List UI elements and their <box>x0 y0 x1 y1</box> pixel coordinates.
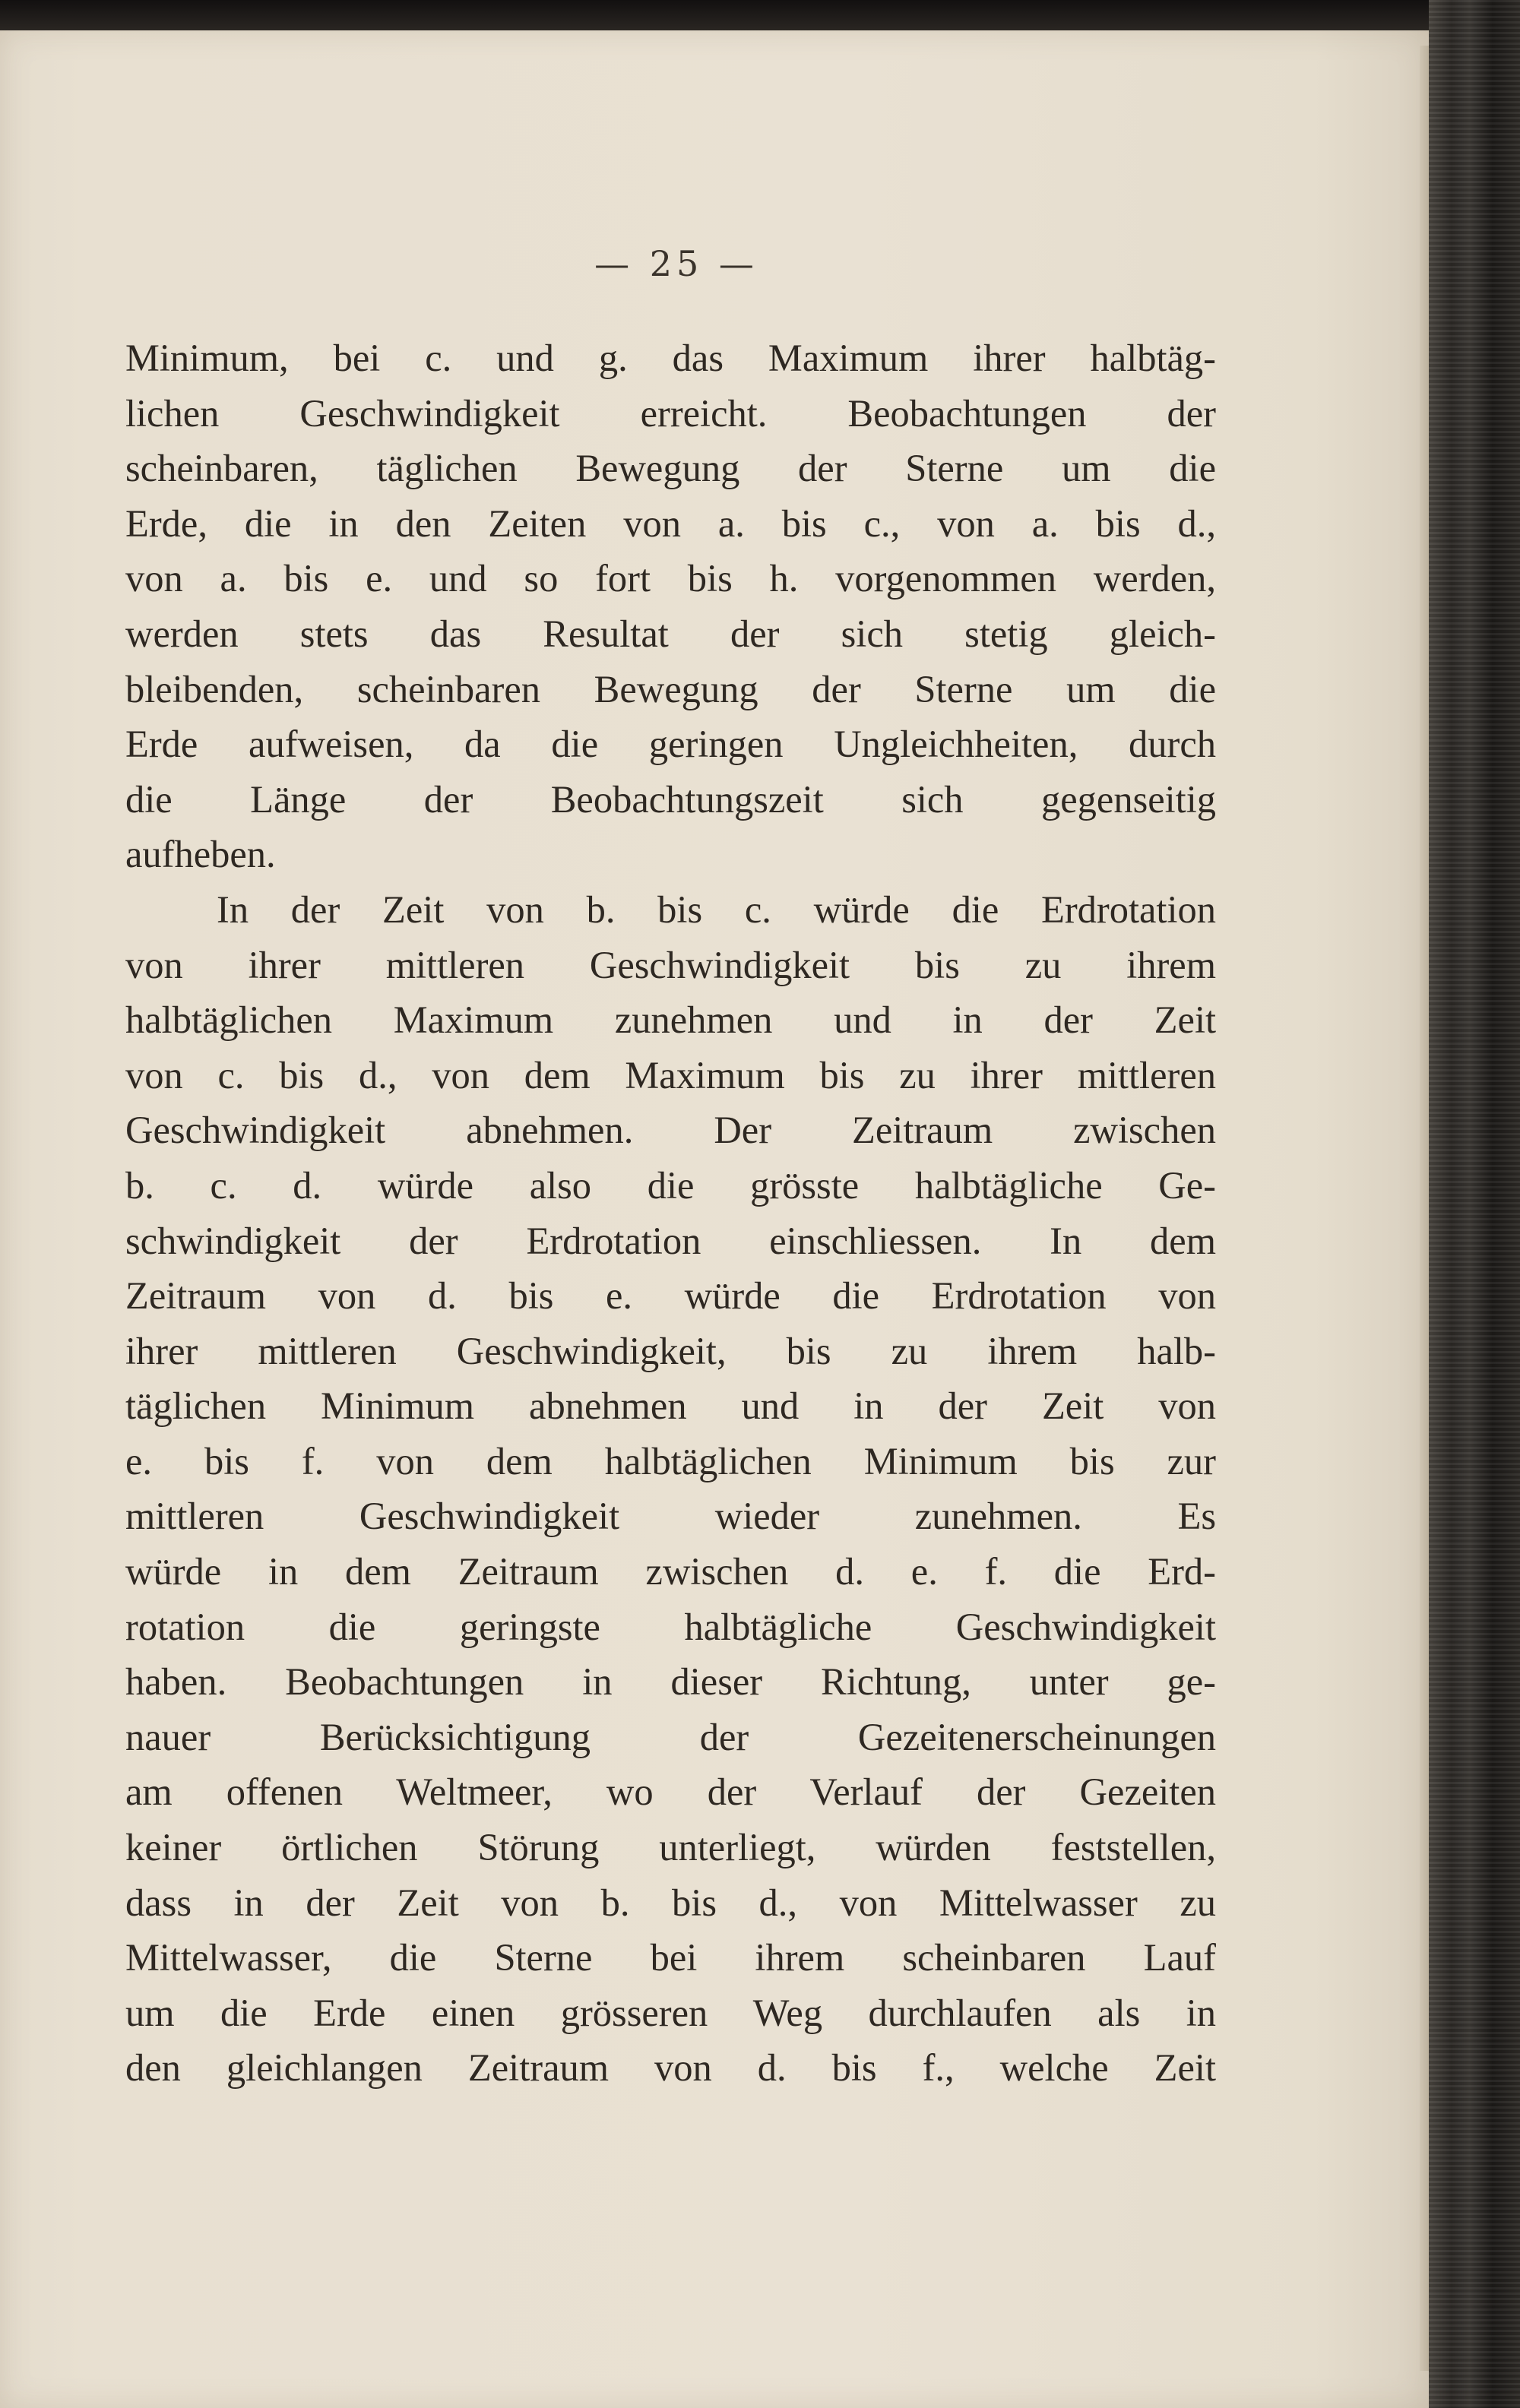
text-line: am offenen Weltmeer, wo der Verlauf der Gezeiten <box>125 1770 1216 1814</box>
text-line: würde in dem Zeitraum zwischen d. e. f. die Erd- <box>125 1550 1216 1593</box>
text-line: keiner örtlichen Störung unterliegt, würden feststellen, <box>125 1826 1216 1869</box>
text-line: Geschwindigkeit abnehmen. Der Zeitraum zwischen <box>125 1109 1216 1152</box>
text-line: haben. Beobachtungen in dieser Richtung, unter ge- <box>125 1660 1216 1704</box>
text-line: aufheben. <box>125 833 276 876</box>
text-line: Erde, die in den Zeiten von a. bis c., von a. bis d., <box>125 502 1216 545</box>
text-line: Minimum, bei c. und g. das Maximum ihrer halbtäg- <box>125 337 1216 379</box>
text-line: dass in der Zeit von b. bis d., von Mittelwasser zu <box>125 1881 1216 1924</box>
text-line: den gleichlangen Zeitraum von d. bis f., welche Zeit <box>125 2046 1216 2090</box>
text-line: mittleren Geschwindigkeit wieder zunehmen. Es <box>125 1495 1216 1538</box>
scan-top-edge <box>0 0 1429 30</box>
text-line: ihrer mittleren Geschwindigkeit, bis zu ihrem halb- <box>125 1329 1216 1372</box>
text-line: täglichen Minimum abnehmen und in der Zeit von <box>125 1384 1216 1428</box>
page-number: — 25 — <box>594 243 758 284</box>
text-line: scheinbaren, täglichen Bewegung der Sterne um die <box>125 447 1216 490</box>
book-spine <box>1429 0 1520 2408</box>
text-line: von a. bis e. und so fort bis h. vorgenommen werden, <box>125 557 1216 600</box>
text-line: b. c. d. würde also die grösste halbtägliche Ge- <box>125 1163 1216 1207</box>
text-line: von ihrer mittleren Geschwindigkeit bis zu ihrem <box>125 943 1216 986</box>
paper-page <box>0 30 1429 2408</box>
text-line: um die Erde einen grösseren Weg durchlaufen als in <box>125 1991 1216 2034</box>
text-line: halbtäglichen Maximum zunehmen und in der Zeit <box>125 998 1216 1042</box>
text-line: werden stets das Resultat der sich stetig gleich- <box>125 612 1216 655</box>
text-line: In der Zeit von b. bis c. würde die Erdrotation <box>217 888 1216 931</box>
text-line: bleibenden, scheinbaren Bewegung der Sterne um die <box>125 667 1216 710</box>
text-line: Erde aufweisen, da die geringen Ungleichheiten, durch <box>125 723 1216 766</box>
text-line: Zeitraum von d. bis e. würde die Erdrotation von <box>125 1274 1216 1318</box>
text-line: von c. bis d., von dem Maximum bis zu ihrer mittleren <box>125 1053 1216 1096</box>
text-line: e. bis f. von dem halbtäglichen Minimum bis zur <box>125 1439 1216 1482</box>
text-line: Mittelwasser, die Sterne bei ihrem scheinbaren Lauf <box>125 1936 1216 1979</box>
text-line: rotation die geringste halbtägliche Geschwindigkeit <box>125 1605 1216 1648</box>
text-line: lichen Geschwindigkeit erreicht. Beobachtungen der <box>125 391 1216 435</box>
text-line: nauer Berücksichtigung der Gezeitenerscheinungen <box>125 1715 1216 1758</box>
body-text <box>125 331 1216 2096</box>
text-line: schwindigkeit der Erdrotation einschliessen. In dem <box>125 1219 1216 1262</box>
text-line: die Länge der Beobachtungszeit sich gegenseitig <box>125 777 1216 821</box>
